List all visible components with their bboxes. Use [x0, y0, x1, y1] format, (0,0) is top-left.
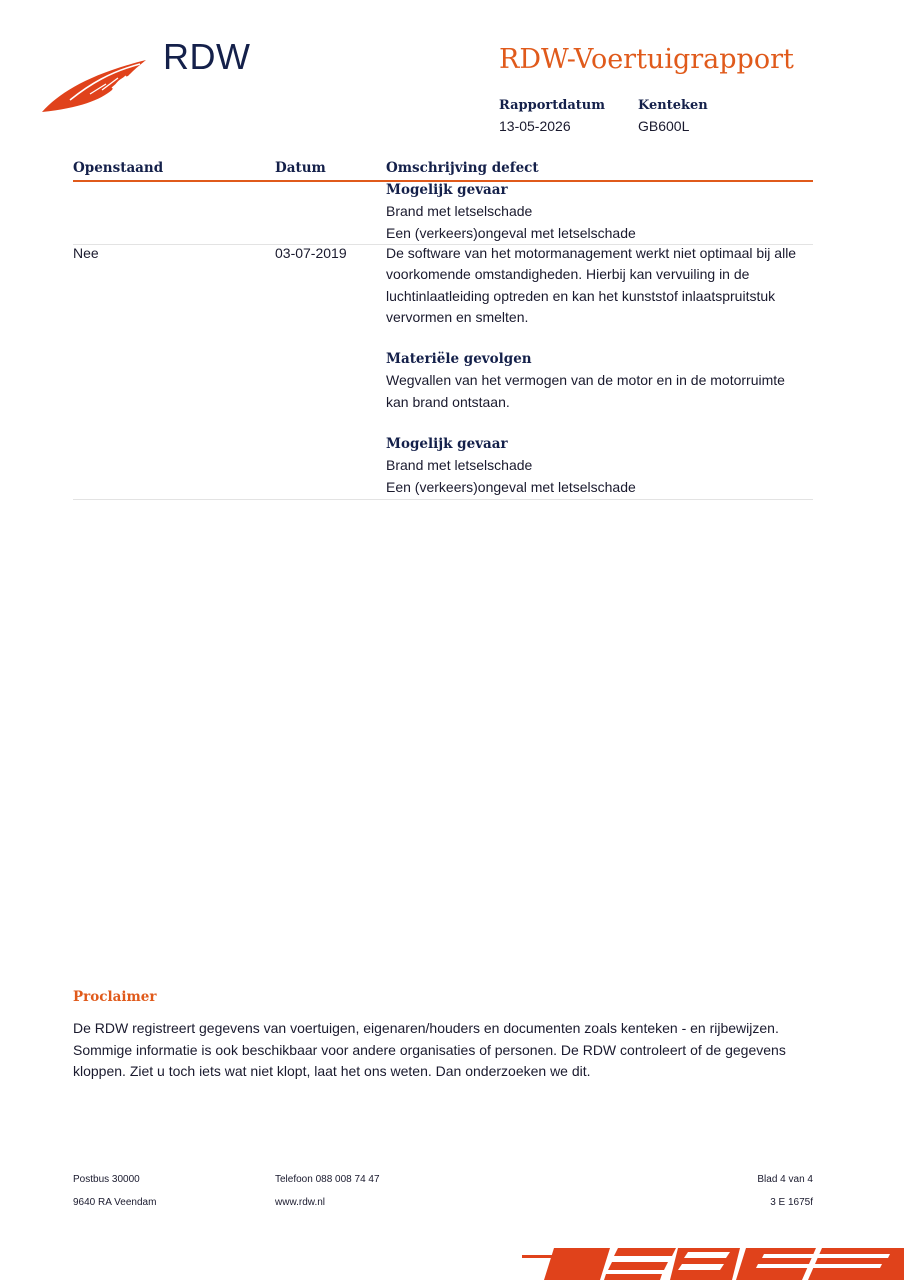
table-row	[386, 180, 806, 244]
danger-heading: Mogelijk gevaar	[386, 182, 508, 198]
proclaimer-line: Sommige informatie is ook beschikbaar voor andere organisaties of personen. De RDW controleert of de gegevens	[73, 1041, 786, 1058]
proclaimer-line: De RDW registreert gegevens van voertuigen, eigenaren/houders en documenten zoals kenteken - en rijbewijzen.	[73, 1020, 779, 1036]
consequences-heading: Materiële gevolgen	[386, 351, 532, 368]
rdw-logo-icon	[40, 56, 150, 114]
footer-address-1: Postbus 30000	[73, 1174, 140, 1185]
row-open-value: Nee	[73, 245, 99, 261]
table-row	[386, 243, 806, 498]
plate-value: GB600L	[638, 118, 690, 134]
column-header-datum: Datum	[275, 160, 326, 176]
logo-text: RDW	[163, 36, 251, 77]
danger-line: Brand met letselschade	[386, 457, 533, 474]
report-title: RDW-Voertuigrapport	[499, 44, 794, 75]
footer-phone: Telefoon 088 008 74 47	[275, 1174, 380, 1185]
footer-code: 3 E 1675f	[770, 1197, 813, 1208]
report-date-value: 13-05-2026	[499, 118, 571, 134]
danger-line: Een (verkeers)ongeval met letselschade	[386, 478, 636, 495]
consequences-line: kan brand ontstaan.	[386, 393, 510, 410]
plate-label: Kenteken	[638, 98, 708, 113]
danger-line: Een (verkeers)ongeval met letselschade	[386, 224, 636, 241]
danger-heading: Mogelijk gevaar	[386, 436, 508, 453]
description-line: voorkomende omstandigheden. Hierbij kan vervuiling in de	[386, 266, 750, 283]
footer-website-link[interactable]: www.rdw.nl	[275, 1197, 326, 1208]
rdw-stripes-graphic-icon	[518, 1244, 904, 1280]
column-header-openstaand: Openstaand	[73, 160, 164, 176]
description-line: vervormen en smelten.	[386, 308, 529, 325]
report-date-label: Rapportdatum	[499, 98, 605, 113]
proclaimer-title: Proclaimer	[73, 989, 157, 1005]
proclaimer-text	[73, 1018, 813, 1083]
column-header-omschrijving: Omschrijving defect	[386, 160, 539, 176]
footer-address-2: 9640 RA Veendam	[73, 1197, 157, 1208]
consequences-line: Wegvallen van het vermogen van de motor en in de motorruimte	[386, 372, 785, 389]
footer-page-number: Blad 4 van 4	[757, 1174, 813, 1185]
row-date-value: 03-07-2019	[275, 245, 347, 261]
description-line: luchtinlaatleiding optreden en kan het kunststof inlaatspruitstuk	[386, 287, 776, 304]
description-line: De software van het motormanagement werkt niet optimaal bij alle	[386, 245, 797, 261]
row-separator	[73, 499, 813, 500]
proclaimer-line: kloppen. Ziet u toch iets wat niet klopt, laat het ons weten. Dan onderzoeken we dit.	[73, 1063, 591, 1079]
danger-line: Brand met letselschade	[386, 203, 533, 220]
